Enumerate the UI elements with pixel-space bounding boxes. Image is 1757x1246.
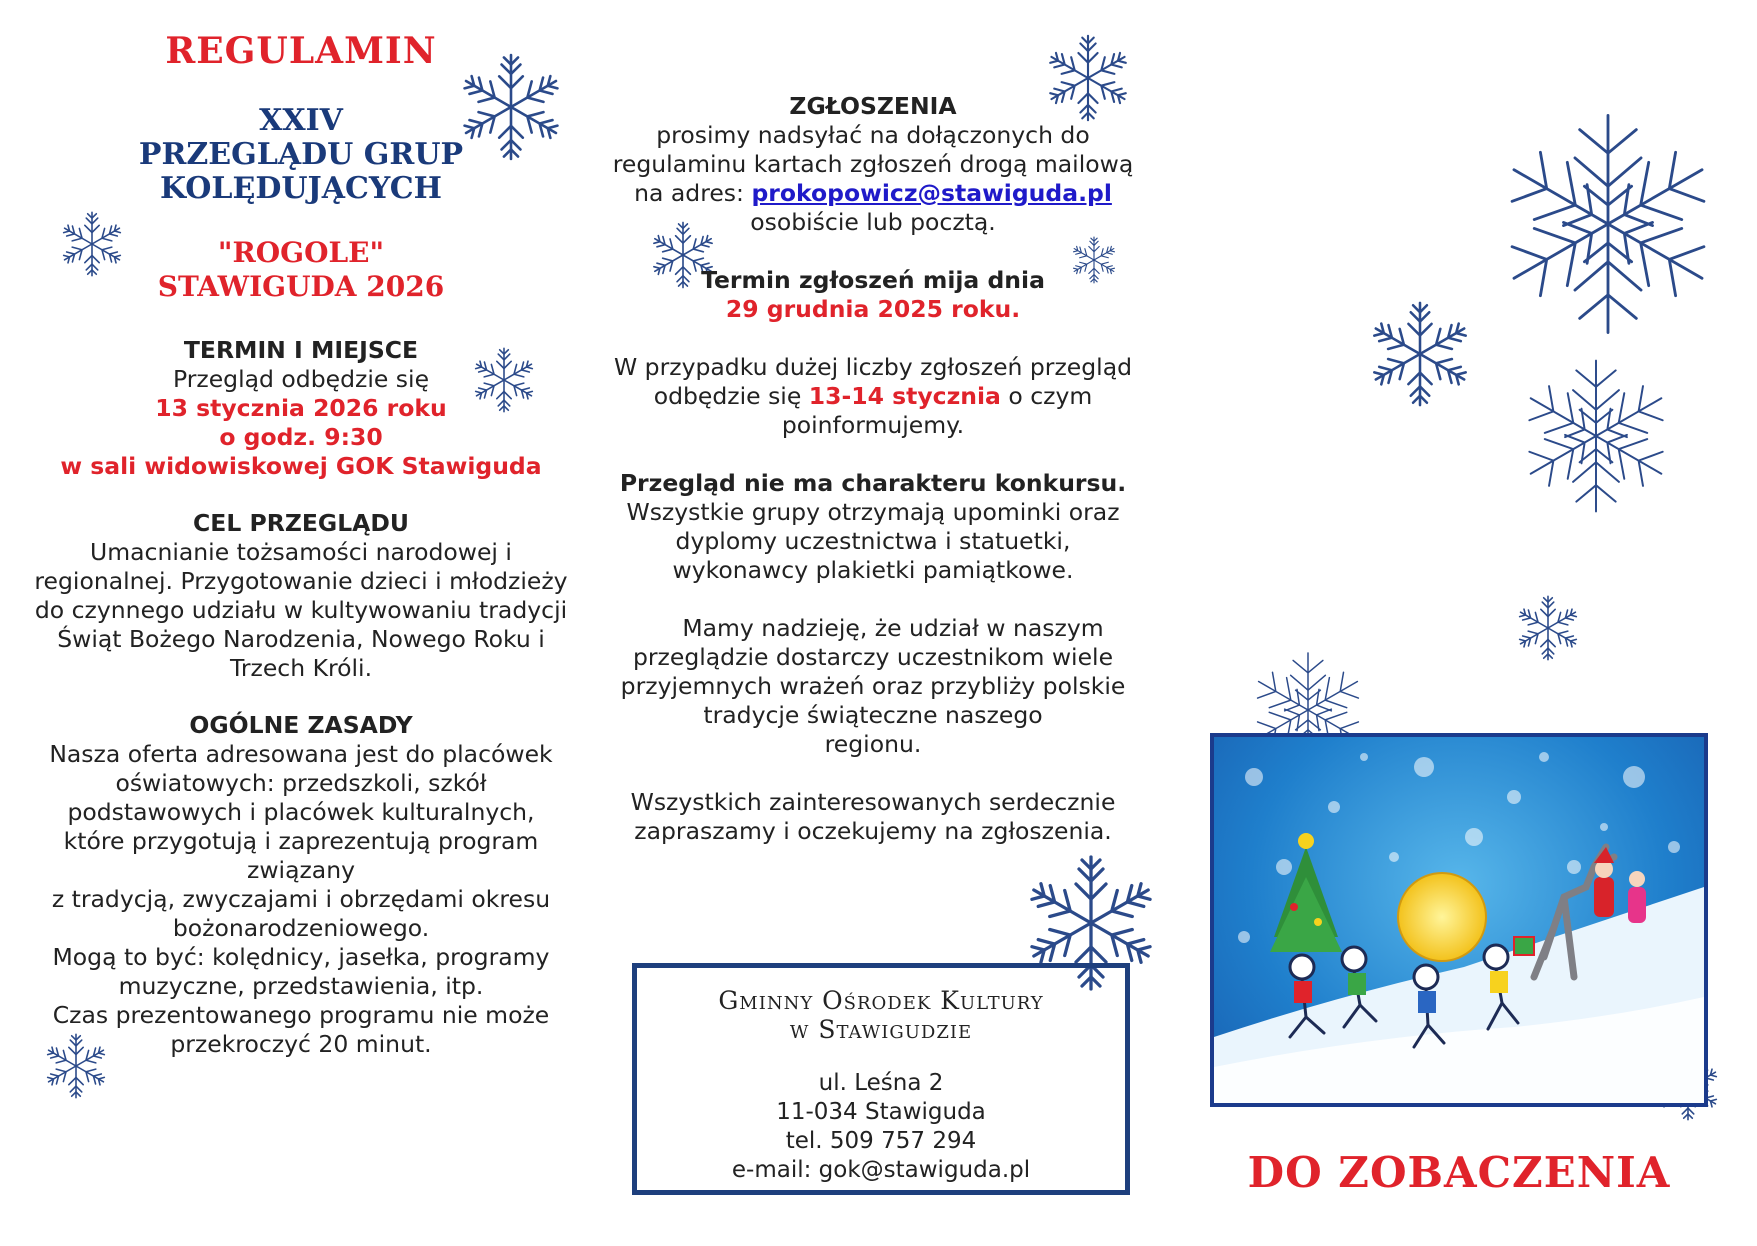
text-line: wykonawcy plakietki pamiątkowe. (672, 556, 1074, 584)
cel-text (30, 538, 572, 683)
duzej-dates: 13-14 stycznia (808, 382, 1001, 410)
title-line-3: KOLĘDUJĄCYCH (160, 171, 442, 206)
duzej-line: poinformujemy. (781, 411, 965, 439)
termin-date: 13 stycznia 2026 roku (155, 394, 447, 422)
text-line: do czynnego udziału w kultywowaniu tradycji (34, 596, 568, 624)
zasady-text (30, 740, 572, 1059)
zgl-line (608, 179, 1138, 208)
text-line: regionalnej. Przygotowanie dzieci i młodzieży (34, 567, 568, 595)
zasady-heading: OGÓLNE ZASADY (189, 711, 413, 739)
text-line: Czas prezentowanego programu nie może (52, 1001, 550, 1029)
christmas-illustration (1210, 733, 1708, 1107)
termin-line: Przegląd odbędzie się (172, 365, 430, 393)
text-line: podstawowych i placówek kulturalnych, (67, 798, 535, 826)
middle-panel (608, 92, 1138, 846)
gok-name (637, 986, 1125, 1044)
zgl-line: osobiście lub pocztą. (750, 208, 996, 236)
title-line-1: XXIV (259, 103, 343, 138)
gok-address (637, 1069, 1125, 1185)
duzej-prefix: odbędzie się (653, 382, 809, 410)
rogole-title: "ROGOLE" (217, 236, 385, 269)
text-line: przekroczyć 20 minut. (170, 1030, 432, 1058)
illustration-drawing (1214, 737, 1704, 1103)
cel-heading: CEL PRZEGLĄDU (193, 509, 409, 537)
zgl-prefix: na adres: (634, 179, 752, 207)
title-line-2: PRZEGLĄDU GRUP (138, 137, 464, 172)
zgloszenia-heading: ZGŁOSZENIA (789, 92, 957, 120)
text-line: muzyczne, przedstawienia, itp. (118, 972, 484, 1000)
left-panel (30, 30, 572, 1059)
snowflake-icon (1490, 106, 1726, 342)
text-line: Mamy nadzieję, że udział w naszym (682, 614, 1104, 642)
text-line: które przygotują i zaprezentują program (63, 827, 539, 855)
text-line: Świąt Bożego Narodzenia, Nowego Roku i (57, 625, 545, 653)
text-line: Nasza oferta adresowana jest do placówek (49, 740, 553, 768)
text-line: przyjemnych wrażeń oraz przybliży polskie (620, 672, 1126, 700)
text-line: Mogą to być: kolędnicy, jasełka, programy (52, 943, 550, 971)
zgl-line: regulaminu kartach zgłoszeń drogą mailową (612, 150, 1134, 178)
text-line: Trzech Króli. (229, 654, 373, 682)
termin-place: w sali widowiskowej GOK Stawiguda (60, 452, 542, 480)
gok-name-line: Gminny Ośrodek Kultury (718, 986, 1044, 1015)
duzej-line: W przypadku dużej liczby zgłoszeń przegląd (613, 353, 1133, 381)
regulamin-title: REGULAMIN (165, 30, 437, 72)
stawiguda-title: STAWIGUDA 2026 (157, 270, 445, 303)
text-line: Umacnianie tożsamości narodowej i (90, 538, 512, 566)
text-line: Wszystkie grupy otrzymają upominki oraz (626, 498, 1120, 526)
gok-contact-box (632, 963, 1130, 1195)
snowflake-icon (1512, 592, 1584, 664)
text-line: tradycje świąteczne naszego (703, 701, 1043, 729)
gok-phone: tel. 509 757 294 (785, 1128, 977, 1154)
text-line: zapraszamy i oczekujemy na zgłoszenia. (634, 817, 1112, 845)
termin-heading: TERMIN I MIEJSCE (183, 336, 419, 364)
termin-time: o godz. 9:30 (219, 423, 383, 451)
text-line: związany (246, 856, 356, 884)
duzej-line (608, 382, 1138, 411)
do-zobaczenia-title: DO ZOBACZENIA (1247, 1148, 1671, 1197)
gok-city: 11-034 Stawiguda (776, 1099, 986, 1125)
gok-street: ul. Leśna 2 (818, 1070, 944, 1096)
text-line: bożonarodzeniowego. (172, 914, 430, 942)
duzej-suffix: o czym (1000, 382, 1093, 410)
text-line: z tradycją, zwyczajami i obrzędami okresu (51, 885, 551, 913)
email-link[interactable]: prokopowicz@stawiguda.pl (751, 179, 1112, 207)
snowflake-icon (1362, 296, 1478, 412)
zgl-line: prosimy nadsyłać na dołączonych do (656, 121, 1090, 149)
gok-email: e-mail: gok@stawiguda.pl (731, 1157, 1031, 1183)
snowflake-icon (1514, 354, 1678, 518)
text-line: regionu. (824, 730, 922, 758)
text-line: dyplomy uczestnictwa i statuetki, (675, 527, 1071, 555)
konkurs-heading: Przegląd nie ma charakteru konkursu. (619, 469, 1127, 497)
deadline-date: 29 grudnia 2025 roku. (725, 295, 1021, 323)
deadline-heading: Termin zgłoszeń mija dnia (701, 266, 1045, 294)
gok-name-line: w Stawigudzie (789, 1015, 973, 1044)
text-line: oświatowych: przedszkoli, szkół (115, 769, 487, 797)
text-line: przeglądzie dostarczy uczestnikom wiele (632, 643, 1114, 671)
text-line: Wszystkich zainteresowanych serdecznie (630, 788, 1116, 816)
